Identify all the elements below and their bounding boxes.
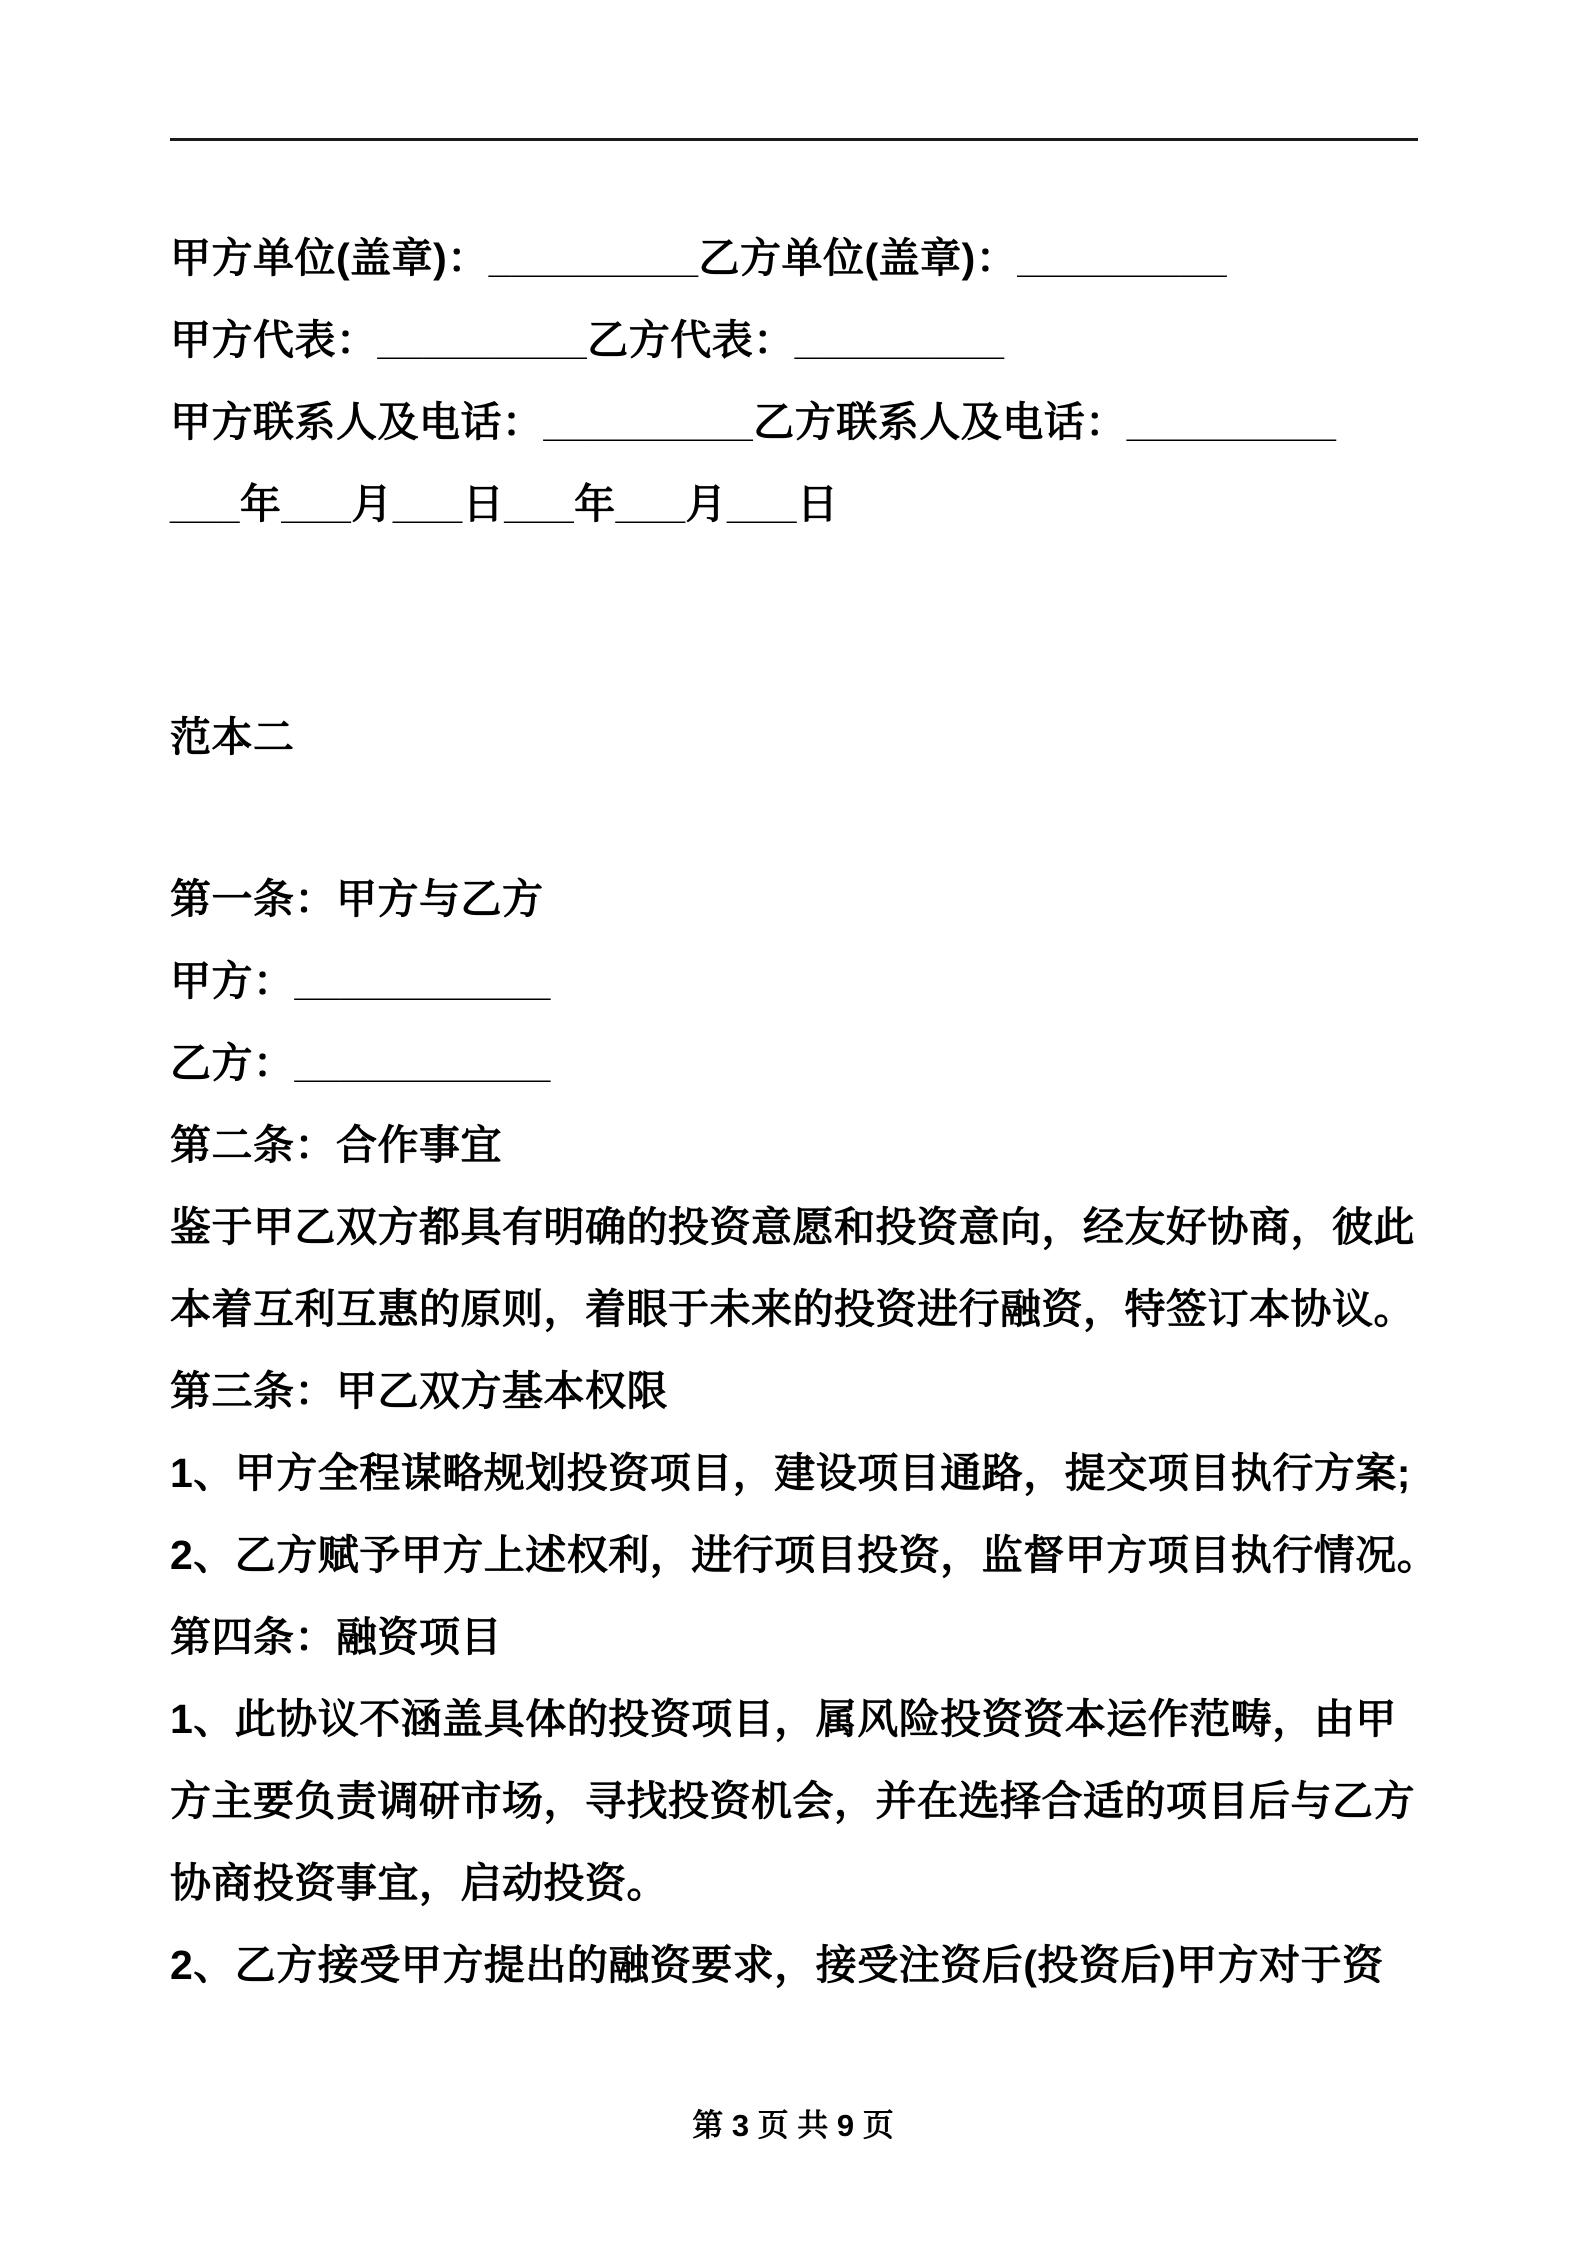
clause-4-item-1-line-2: 方主要负责调研市场，寻找投资机会，并在选择合适的项目后与乙方 (170, 1778, 1415, 1824)
template-label: 范本二 (170, 714, 295, 760)
clause-3-heading: 第三条：甲乙双方基本权限 (170, 1368, 668, 1414)
party-a-unit-seal-line: 甲方单位(盖章)：_________乙方单位(盖章)：_________ (170, 235, 1228, 281)
clause-4-item-2-line-1: 2、乙方接受甲方提出的融资要求，接受注资后(投资后)甲方对于资 (170, 1942, 1384, 1988)
clause-2-text-line-1: 鉴于甲乙双方都具有明确的投资意愿和投资意向，经友好协商，彼此 (170, 1204, 1415, 1250)
clause-2-heading: 第二条：合作事宜 (170, 1122, 502, 1168)
clause-4-item-1-line-1: 1、此协议不涵盖具体的投资项目，属风险投资资本运作范畴，由甲 (170, 1696, 1397, 1742)
party-a-blank-line: 甲方：___________ (170, 958, 551, 1004)
clause-4-heading: 第四条：融资项目 (170, 1614, 502, 1660)
clause-3-item-2: 2、乙方赋予甲方上述权利，进行项目投资，监督甲方项目执行情况。 (170, 1532, 1439, 1578)
party-representative-line: 甲方代表：_________乙方代表：_________ (170, 317, 1005, 363)
party-contact-phone-line: 甲方联系人及电话：_________乙方联系人及电话：_________ (170, 399, 1337, 445)
clause-3-item-1: 1、甲方全程谋略规划投资项目，建设项目通路，提交项目执行方案; (170, 1450, 1411, 1496)
date-line: ___年___月___日___年___月___日 (170, 481, 839, 527)
clause-1-heading: 第一条：甲方与乙方 (170, 876, 544, 922)
signature-block (170, 217, 1418, 545)
top-divider (170, 138, 1418, 141)
contract-body (170, 858, 1439, 2006)
page-number-footer: 第 3 页 共 9 页 (692, 2108, 894, 2143)
document-content (170, 0, 1439, 2006)
clause-4-item-1-line-3: 协商投资事宜，启动投资。 (170, 1860, 668, 1906)
party-b-blank-line: 乙方：___________ (170, 1040, 551, 1086)
clause-2-text-line-2: 本着互利互惠的原则，着眼于未来的投资进行融资，特签订本协议。 (170, 1286, 1415, 1332)
